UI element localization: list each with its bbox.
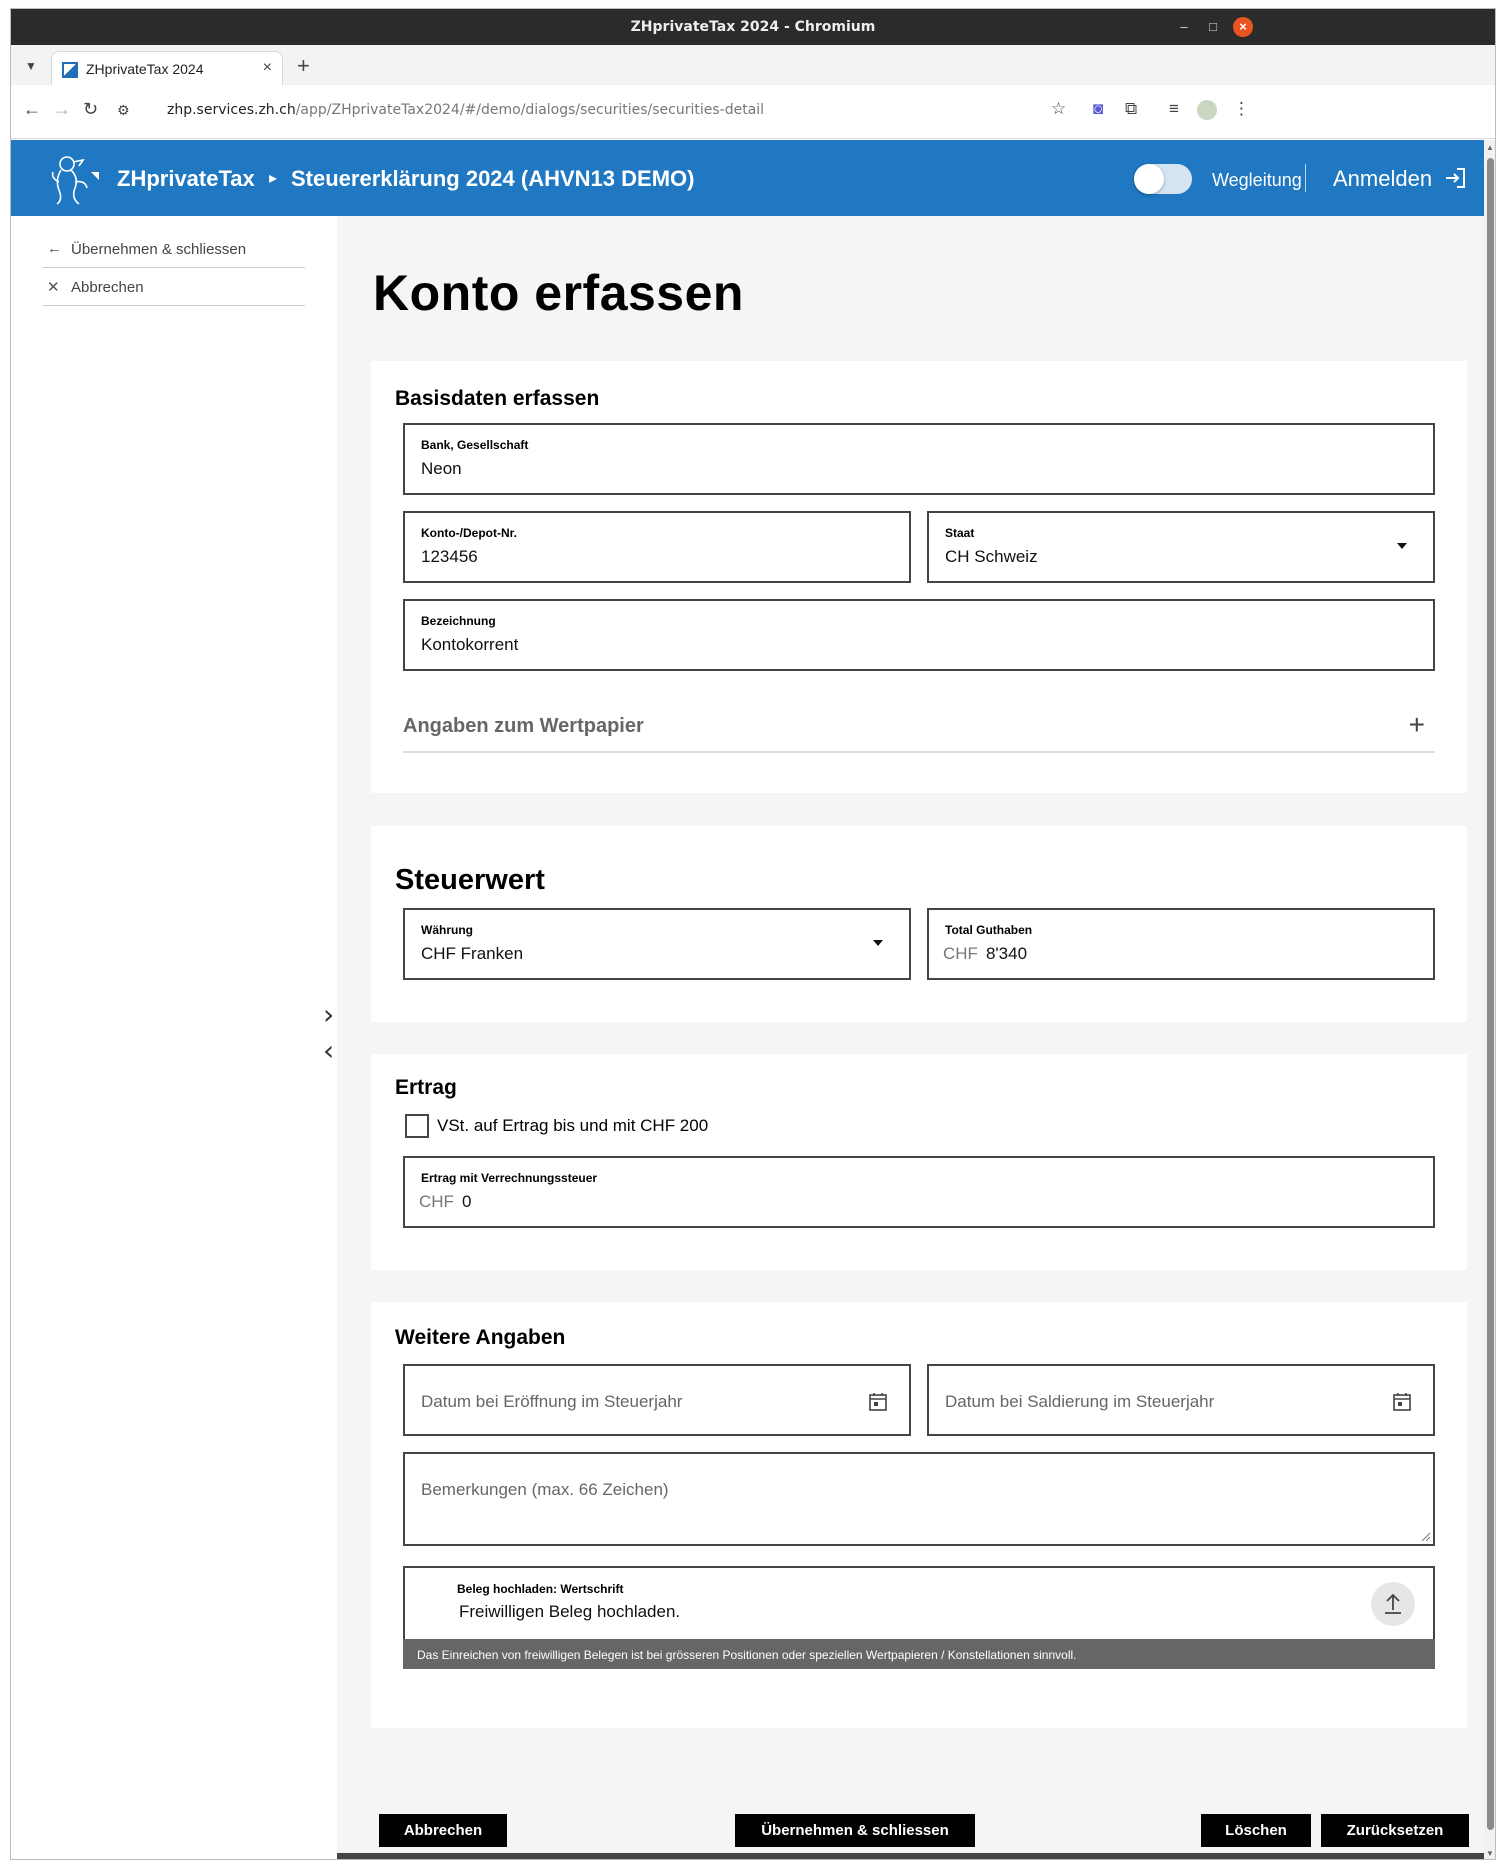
menu-kebab-icon[interactable]: ⋮ <box>1233 99 1250 118</box>
sidebar-item-label: Übernehmen & schliessen <box>71 241 247 258</box>
card-basisdaten <box>371 361 1467 793</box>
field-label: Bank, Gesellschaft <box>421 438 529 452</box>
field-label: Währung <box>421 923 473 937</box>
field-label: Beleg hochladen: Wertschrift <box>457 1582 624 1596</box>
browser-tab[interactable] <box>51 51 283 85</box>
page-title: Konto erfassen <box>373 265 744 321</box>
securities-details-accordion[interactable] <box>403 709 1435 753</box>
arrow-left-icon: ← <box>47 240 62 257</box>
brand-link[interactable]: ZHprivateTax <box>117 166 255 191</box>
field-value: 123456 <box>421 547 478 566</box>
forward-icon[interactable]: → <box>53 99 71 119</box>
url-host: zhp.services.zh.ch <box>167 102 296 118</box>
apply-close-button[interactable]: Übernehmen & schliessen <box>735 1814 975 1847</box>
bookmark-star-icon[interactable]: ☆ <box>1051 99 1067 118</box>
field-value: 0 <box>461 1192 472 1211</box>
tab-close-icon[interactable]: × <box>262 59 272 76</box>
cancel-button[interactable]: Abbrechen <box>379 1814 507 1847</box>
field-value-wrap <box>419 1192 471 1212</box>
site-info-icon[interactable]: ⚙ <box>117 102 130 118</box>
dropdown-caret-icon <box>873 940 883 946</box>
section-heading: Weitere Angaben <box>395 1326 566 1349</box>
field-value: Freiwilligen Beleg hochladen. <box>459 1602 681 1621</box>
checkbox-label[interactable]: VSt. auf Ertrag bis und mit CHF 200 <box>437 1116 709 1135</box>
header-divider <box>1305 164 1306 192</box>
closing-date-field[interactable] <box>927 1364 1435 1436</box>
upload-button[interactable] <box>1371 1582 1415 1626</box>
vertical-scrollbar[interactable] <box>1484 140 1496 1860</box>
vst-checkbox[interactable] <box>405 1114 429 1138</box>
country-select[interactable] <box>927 511 1435 583</box>
back-icon[interactable]: ← <box>23 99 41 119</box>
opening-date-field[interactable] <box>403 1364 911 1436</box>
sidebar-item-cancel[interactable] <box>43 268 305 306</box>
bank-field[interactable] <box>403 423 1435 495</box>
favicon-icon <box>62 62 78 78</box>
tab-title: ZHprivateTax 2024 <box>86 61 204 77</box>
dropdown-caret-icon <box>1397 543 1407 549</box>
breadcrumb-separator-icon: ▸ <box>269 170 278 187</box>
tab-strip <box>11 45 1495 85</box>
minimize-icon[interactable]: – <box>1180 19 1188 34</box>
field-value: Kontokorrent <box>421 635 519 654</box>
income-withholding-field[interactable] <box>403 1156 1435 1228</box>
collapse-chevron-left-icon[interactable]: ‹ <box>323 1034 335 1067</box>
maximize-icon[interactable]: □ <box>1209 19 1217 34</box>
description-field[interactable] <box>403 599 1435 671</box>
field-placeholder: Datum bei Saldierung im Steuerjahr <box>945 1392 1215 1411</box>
remarks-textarea[interactable] <box>403 1452 1435 1546</box>
currency-prefix: CHF <box>943 944 978 963</box>
field-label: Bezeichnung <box>421 614 496 628</box>
address-bar <box>11 85 1495 139</box>
extensions-puzzle-icon[interactable]: ⧉ <box>1125 99 1138 118</box>
account-number-field[interactable] <box>403 511 911 583</box>
field-label: Konto-/Depot-Nr. <box>421 526 517 540</box>
sidebar <box>11 216 337 1860</box>
field-value: CHF Franken <box>421 944 524 963</box>
field-placeholder: Datum bei Eröffnung im Steuerjahr <box>421 1392 683 1411</box>
field-label: Total Guthaben <box>945 923 1033 937</box>
tab-list-chevron-icon[interactable]: ▼ <box>25 59 37 73</box>
title-bar <box>11 9 1495 45</box>
main-content <box>337 216 1484 1860</box>
resize-handle-icon[interactable] <box>1420 1531 1430 1541</box>
field-value: 8'340 <box>985 944 1028 963</box>
section-heading: Basisdaten erfassen <box>395 387 600 410</box>
media-control-icon[interactable]: ≡ <box>1169 99 1179 118</box>
currency-prefix: CHF <box>419 1192 454 1211</box>
reload-icon[interactable]: ↻ <box>83 99 99 119</box>
login-link[interactable]: Anmelden <box>1333 166 1433 191</box>
window-title: ZHprivateTax 2024 - Chromium <box>630 19 876 35</box>
logo-corner-icon <box>91 172 99 180</box>
login-icon[interactable] <box>1443 166 1467 190</box>
card-weitere-angaben <box>371 1302 1467 1728</box>
close-icon: ✕ <box>47 279 60 296</box>
expand-chevron-right-icon[interactable]: › <box>323 998 335 1031</box>
field-label: Staat <box>945 526 975 540</box>
delete-button[interactable]: Löschen <box>1201 1814 1311 1847</box>
upload-hint: Das Einreichen von freiwilligen Belegen ist bei grösseren Positionen oder speziellen Wertpapieren / Konstellationen sinnvoll. <box>403 1639 1435 1669</box>
reset-button[interactable]: Zurücksetzen <box>1321 1814 1469 1847</box>
field-value: CH Schweiz <box>945 547 1038 566</box>
sidebar-item-label: Abbrechen <box>71 279 144 296</box>
calendar-icon[interactable] <box>1393 1392 1411 1411</box>
profile-avatar[interactable] <box>1197 100 1217 120</box>
scroll-down-icon[interactable]: ▼ <box>1486 1849 1494 1858</box>
browser-window <box>10 8 1496 1860</box>
upload-field[interactable] <box>403 1566 1435 1640</box>
extension-icon[interactable]: ◙ <box>1093 99 1104 118</box>
bottom-divider <box>337 1853 1484 1860</box>
section-heading: Ertrag <box>395 1076 457 1099</box>
header-page-title: Steuererklärung 2024 (AHVN13 DEMO) <box>291 166 695 191</box>
sidebar-item-apply-close[interactable] <box>43 230 305 268</box>
field-placeholder: Bemerkungen (max. 66 Zeichen) <box>421 1480 669 1499</box>
guidance-label[interactable]: Wegleitung <box>1212 170 1302 190</box>
app-header <box>11 140 1484 216</box>
url-path: /app/ZHprivateTax2024/#/demo/dialogs/securities/securities-detail <box>295 102 765 118</box>
card-steuerwert <box>371 826 1467 1022</box>
calendar-icon[interactable] <box>869 1392 887 1411</box>
field-value: Neon <box>421 459 462 478</box>
guidance-toggle[interactable] <box>1134 164 1192 194</box>
scrollbar-thumb[interactable] <box>1487 158 1494 1830</box>
plus-icon: + <box>1408 709 1425 740</box>
total-balance-field[interactable] <box>927 908 1435 980</box>
url-field[interactable] <box>167 102 764 118</box>
scroll-up-icon[interactable]: ▲ <box>1486 143 1494 152</box>
upload-icon <box>1371 1582 1415 1626</box>
card-ertrag <box>371 1054 1467 1270</box>
field-value-wrap <box>943 944 1027 964</box>
currency-select[interactable] <box>403 908 911 980</box>
new-tab-icon[interactable]: + <box>297 53 310 78</box>
close-window-icon[interactable]: × <box>1233 17 1253 37</box>
zurich-lion-logo-icon[interactable] <box>49 152 93 206</box>
section-heading: Steuerwert <box>395 864 545 896</box>
accordion-label: Angaben zum Wertpapier <box>403 715 644 737</box>
field-label: Ertrag mit Verrechnungssteuer <box>421 1171 598 1185</box>
toggle-knob <box>1134 164 1164 194</box>
